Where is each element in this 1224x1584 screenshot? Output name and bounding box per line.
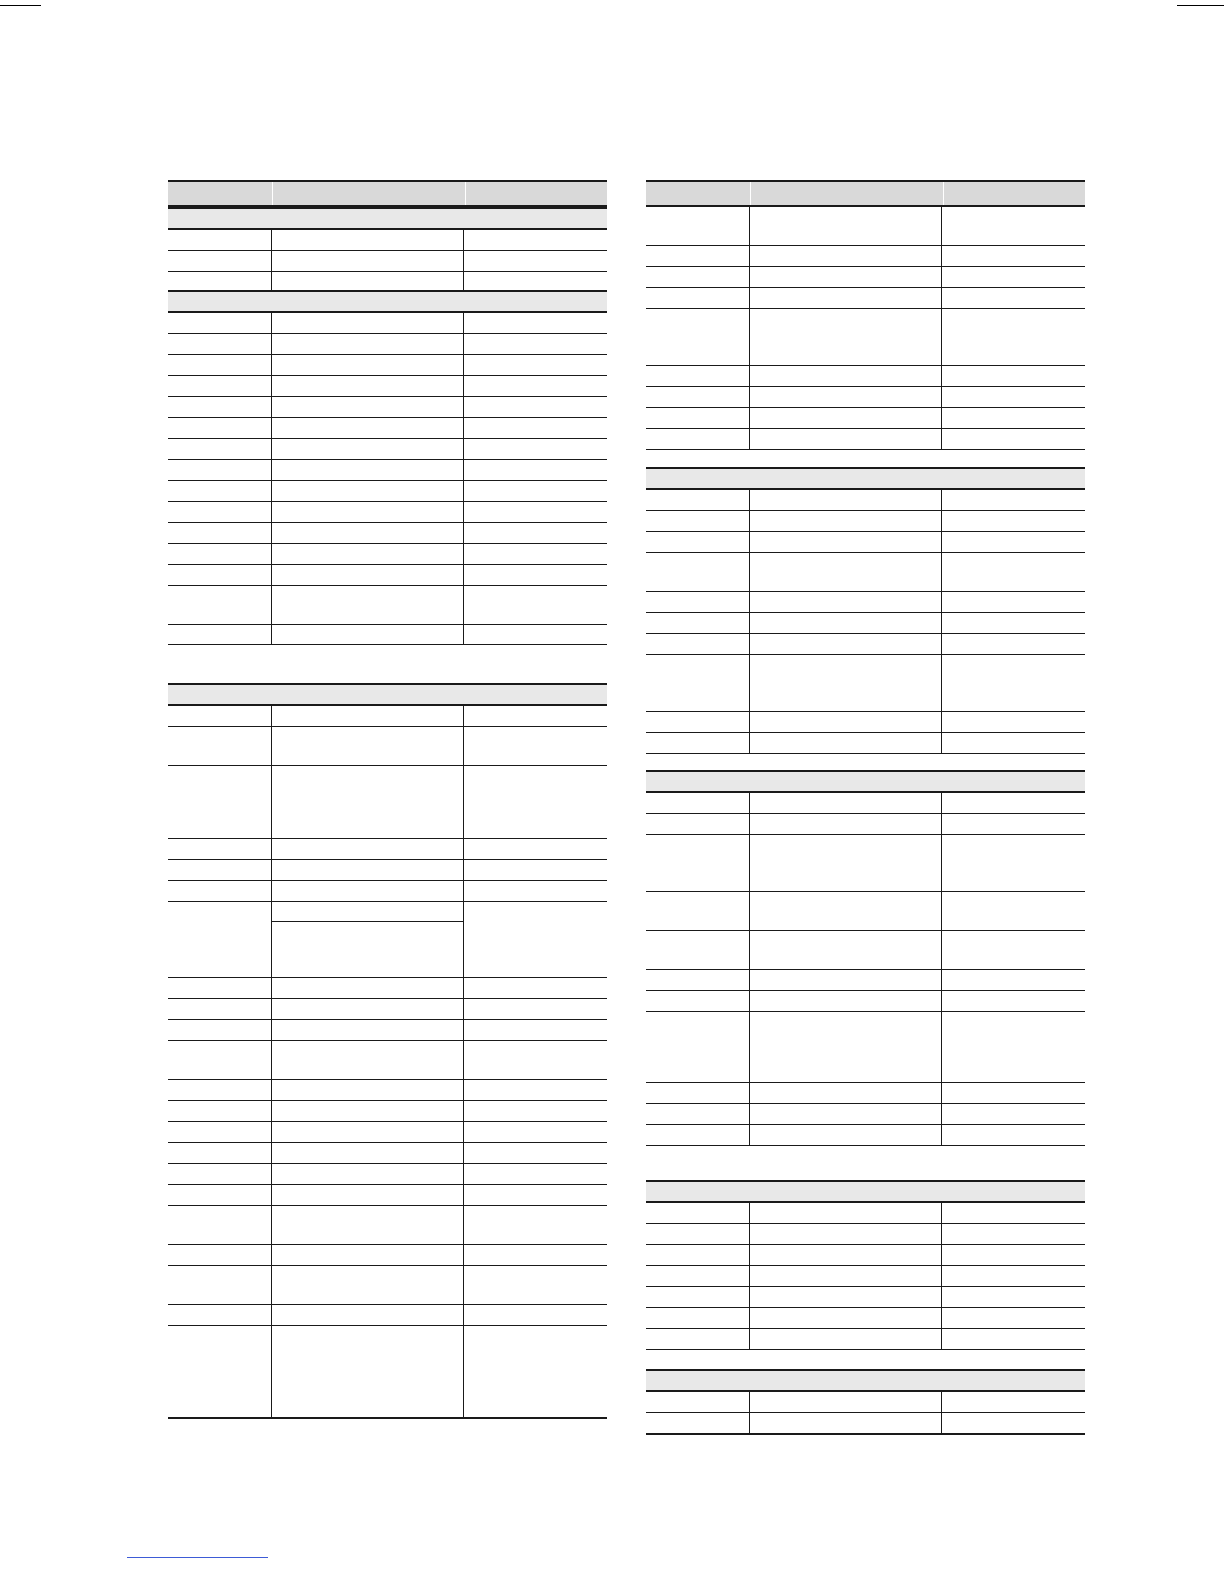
table-row [168,355,607,376]
table-row [168,881,607,902]
table-row [168,1326,607,1419]
table-row [168,1041,607,1080]
header-cell [944,182,1087,205]
table-row [168,727,607,766]
table-row [168,839,607,860]
table-row [168,230,607,251]
table-row [646,246,1085,267]
table-row [168,565,607,586]
table-row [646,814,1085,835]
table-row [646,733,1085,754]
table-body [168,313,607,645]
table-row [168,1164,607,1185]
table-row [646,267,1085,288]
header-cell [273,182,466,205]
header-cell [168,182,273,205]
table-row [646,1266,1085,1287]
table-row [168,860,607,881]
table-row [168,766,607,839]
table-row [646,1392,1085,1413]
table-row [168,902,607,978]
header-cell [751,182,944,205]
table-header [168,180,607,207]
table-row [168,1245,607,1266]
table-row [646,793,1085,814]
table-row [168,481,607,502]
section-header [168,683,607,706]
table-row [646,1308,1085,1329]
table-row [168,978,607,999]
table-row [168,1185,607,1206]
table-row [646,532,1085,553]
table-row [646,490,1085,511]
table-row [168,418,607,439]
table-row [168,460,607,481]
table-row [646,366,1085,387]
table-row [168,706,607,727]
table-row [168,313,607,334]
crop-mark-top-right [1177,5,1224,6]
table-row [646,1224,1085,1245]
table-body [646,1392,1085,1435]
table-row [646,1083,1085,1104]
table-row [646,835,1085,892]
section-header [646,1369,1085,1392]
table-row [646,309,1085,366]
crop-mark-top-left [0,5,41,6]
table-row [646,1203,1085,1224]
table-row [646,655,1085,712]
table-row [168,376,607,397]
table-header [646,180,1085,207]
table-row [646,1287,1085,1308]
section-header [646,1180,1085,1203]
footer-rule [127,1557,268,1558]
table-row [646,387,1085,408]
table-row [168,1122,607,1143]
table-row [646,207,1085,246]
table-row [168,1080,607,1101]
table-row [646,511,1085,532]
table-row [646,1012,1085,1083]
table-row [168,1020,607,1041]
table-row [168,523,607,544]
table-body [646,207,1085,450]
table-row [646,408,1085,429]
section-header [646,770,1085,793]
table-body [168,230,607,293]
table-row [646,931,1085,970]
section-header [168,207,607,230]
table-row [168,625,607,645]
table-row [168,397,607,418]
table-body [646,490,1085,754]
table-row [168,334,607,355]
table-row [646,634,1085,655]
header-cell [466,182,609,205]
table-row [646,1413,1085,1435]
table-row [646,1245,1085,1266]
section-header [168,290,607,313]
table-row [168,1206,607,1245]
table-row [646,592,1085,613]
table-body [646,793,1085,1146]
table-row [646,1329,1085,1350]
table-row [168,586,607,625]
table-row [646,613,1085,634]
table-row [646,429,1085,450]
table-row [646,892,1085,931]
table-row [168,251,607,272]
table-row [646,970,1085,991]
section-header [646,467,1085,490]
table-row [168,1266,607,1305]
table-row [646,553,1085,592]
table-row [168,1143,607,1164]
table-row [168,439,607,460]
table-row [646,1104,1085,1125]
table-row [168,1305,607,1326]
header-cell [646,182,751,205]
table-row [646,712,1085,733]
table-row [646,288,1085,309]
table-row [168,544,607,565]
table-row [168,502,607,523]
table-row [646,1125,1085,1146]
table-body [646,1203,1085,1350]
table-row [168,1101,607,1122]
table-row [646,991,1085,1012]
table-row [168,999,607,1020]
table-body [168,706,607,1419]
